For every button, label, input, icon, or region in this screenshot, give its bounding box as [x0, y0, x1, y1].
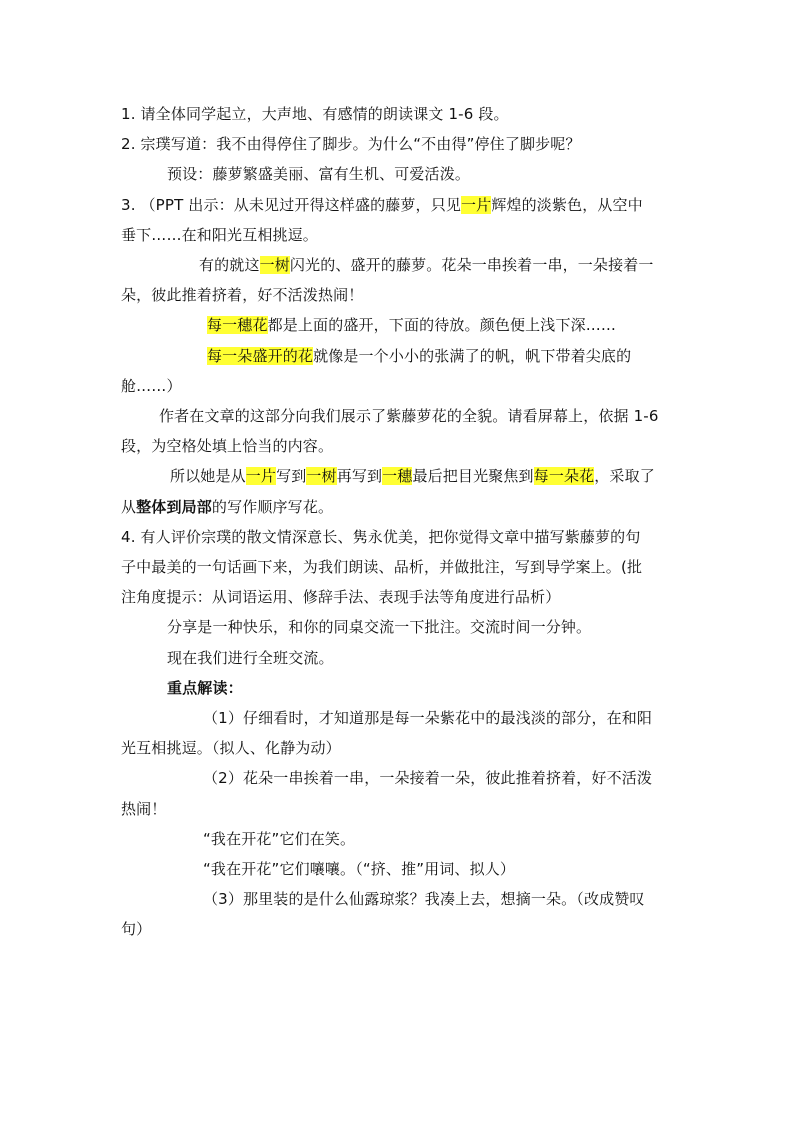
text-segment: 4. 有人评价宗璞的散文情深意长、隽永优美，把你觉得文章中描写紫藤萝的句	[121, 527, 641, 546]
text-segment: 最后把目光聚焦到	[412, 467, 534, 486]
text-line	[167, 617, 591, 637]
highlighted-phrase: 一穗	[382, 467, 413, 486]
text-line	[121, 104, 509, 124]
text-line	[121, 557, 642, 577]
text-segment: 句）	[121, 920, 152, 939]
text-line	[121, 799, 166, 819]
text-segment: 子中最美的一句话画下来，为我们朗读、品析，并做批注，写到导学案上。(批	[121, 558, 643, 576]
text-segment: ，采取了	[594, 467, 655, 486]
text-line	[167, 164, 470, 184]
bold-phrase: 重点解读：	[167, 678, 243, 697]
text-line	[167, 648, 334, 668]
text-line	[207, 315, 616, 335]
text-segment: 朵，彼此推着挤着，好不活泼热闹！	[121, 286, 364, 305]
text-line	[121, 134, 581, 154]
text-line	[121, 376, 182, 396]
text-line	[121, 738, 341, 758]
highlighted-phrase: 一片	[245, 467, 277, 486]
text-line	[203, 708, 652, 728]
text-segment: 3. （PPT 出示：从未见过开得这样盛的藤萝，只见	[121, 195, 462, 214]
text-line	[170, 466, 655, 486]
text-segment: 再写到	[336, 467, 383, 486]
highlighted-phrase: 一片	[461, 195, 492, 214]
text-line	[121, 919, 151, 939]
text-segment: 所以她是从	[170, 467, 246, 486]
highlighted-phrase: 一树	[306, 467, 337, 486]
text-line	[203, 829, 355, 849]
text-segment: 舱……）	[121, 376, 182, 395]
text-line	[121, 436, 333, 456]
highlighted-phrase: 一树	[259, 256, 290, 274]
highlighted-phrase: 每一朵花	[533, 467, 595, 486]
text-segment: 预设：藤萝繁盛美丽、富有生机、可爱活泼。	[167, 165, 471, 184]
text-segment: 辉煌的淡紫色，从空中	[491, 195, 643, 214]
text-segment: 闪光的、盛开的藤萝。花朵一串挨着一串，一朵接着一	[289, 256, 654, 274]
text-segment: （3）那里装的是什么仙露琼浆？我凑上去，想摘一朵。（改成赞叹	[203, 890, 645, 909]
text-segment: （2）花朵一串挨着一串，一朵接着一朵，彼此推着挤着，好不活泼	[203, 769, 653, 788]
highlighted-phrase: 每一穗花	[207, 316, 268, 335]
text-segment: 的写作顺序写花。	[211, 497, 334, 516]
text-segment: 段，为空格处填上恰当的内容。	[121, 437, 334, 456]
text-line	[121, 225, 318, 245]
text-line	[167, 678, 243, 698]
text-line	[203, 768, 652, 788]
text-segment: 分享是一种快乐，和你的同桌交流一下批注。交流时间一分钟。	[167, 618, 592, 637]
text-segment: 1. 请全体同学起立，大声地、有感情的朗读课文 1-6 段。	[121, 105, 509, 123]
text-segment: 现在我们进行全班交流。	[167, 648, 334, 667]
text-segment: 有的就这	[199, 256, 260, 274]
text-line	[203, 889, 645, 909]
text-line	[121, 587, 560, 607]
highlighted-phrase: 每一朵盛开的花	[207, 346, 314, 365]
text-segment: 热闹！	[121, 799, 167, 818]
text-line	[159, 406, 659, 426]
text-segment: 从	[121, 497, 137, 516]
text-line	[121, 497, 333, 517]
text-line	[203, 859, 515, 879]
text-line	[121, 195, 643, 215]
text-segment: “我在开花”它们在笑。	[203, 829, 356, 848]
text-segment: 都是上面的盛开，下面的待放。颜色便上浅下深……	[267, 316, 617, 335]
text-segment: 2. 宗璞写道：我不由得停住了脚步。为什么“不由得”停住了脚步呢？	[121, 135, 581, 154]
text-segment: 注角度提示：从词语运用、修辞手法、表现手法等角度进行品析）	[121, 588, 561, 607]
text-segment: 垂下……在和阳光互相挑逗。	[121, 225, 318, 244]
text-line	[207, 346, 631, 366]
text-segment: （1）仔细看时，才知道那是每一朵紫花中的最浅淡的部分，在和阳	[203, 709, 653, 727]
text-segment: 写到	[276, 467, 307, 486]
bold-phrase: 整体到局部	[136, 497, 212, 516]
text-line	[121, 527, 640, 547]
text-segment: 作者在文章的这部分向我们展示了紫藤萝花的全貌。请看屏幕上，依据 1-6	[159, 407, 659, 425]
text-segment: 就像是一个小小的张满了的帆，帆下带着尖底的	[313, 346, 632, 365]
text-line	[199, 255, 654, 275]
text-segment: 光互相挑逗。（拟人、化静为动）	[121, 739, 341, 758]
text-segment: “我在开花”它们嚷嚷。（“挤、推”用词、拟人）	[203, 860, 516, 878]
text-line	[121, 285, 363, 305]
